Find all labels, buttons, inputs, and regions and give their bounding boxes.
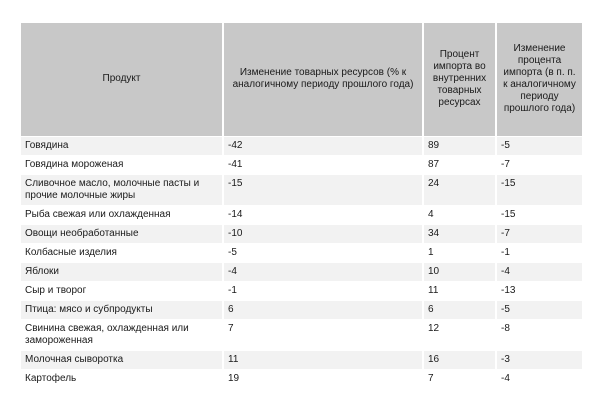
cell-product: Говядина xyxy=(21,136,223,155)
table-row xyxy=(21,319,582,350)
header-import-share-change: Изменение процента импорта (в п. п. к аналогичному периоду прошлого года) xyxy=(496,23,582,136)
table-row xyxy=(21,281,582,300)
cell-import-share: 87 xyxy=(423,155,496,174)
cell-import-share-change: -7 xyxy=(496,224,582,243)
cell-import-share-change: -5 xyxy=(496,136,582,155)
table-body xyxy=(21,136,582,388)
table-row xyxy=(21,136,582,155)
header-resource-change: Изменение товарных ресурсов (% к аналогичному периоду прошлого года) xyxy=(223,23,423,136)
table-row xyxy=(21,224,582,243)
cell-import-share-change: -4 xyxy=(496,369,582,388)
cell-import-share-change: -5 xyxy=(496,300,582,319)
cell-import-share: 12 xyxy=(423,319,496,350)
cell-import-share: 4 xyxy=(423,205,496,224)
table-header xyxy=(21,23,582,136)
cell-resource-change: -14 xyxy=(223,205,423,224)
table-row xyxy=(21,262,582,281)
header-row xyxy=(21,23,582,136)
table-row xyxy=(21,205,582,224)
cell-import-share: 89 xyxy=(423,136,496,155)
cell-product: Овощи необработанные xyxy=(21,224,223,243)
cell-product: Сыр и творог xyxy=(21,281,223,300)
cell-product: Рыба свежая или охлажденная xyxy=(21,205,223,224)
cell-resource-change: 6 xyxy=(223,300,423,319)
cell-import-share-change: -1 xyxy=(496,243,582,262)
table-row xyxy=(21,350,582,369)
cell-import-share-change: -8 xyxy=(496,319,582,350)
cell-product: Птица: мясо и субпродукты xyxy=(21,300,223,319)
cell-import-share: 10 xyxy=(423,262,496,281)
table-row xyxy=(21,174,582,205)
cell-import-share: 16 xyxy=(423,350,496,369)
cell-product: Яблоки xyxy=(21,262,223,281)
cell-product: Сливочное масло, молочные пасты и прочие молочные жиры xyxy=(21,174,223,205)
cell-product: Говядина мороженая xyxy=(21,155,223,174)
cell-resource-change: -4 xyxy=(223,262,423,281)
cell-product: Молочная сыворотка xyxy=(21,350,223,369)
cell-product: Картофель xyxy=(21,369,223,388)
header-import-share: Процент импорта во внутренних товарных ресурсах xyxy=(423,23,496,136)
cell-import-share: 24 xyxy=(423,174,496,205)
cell-import-share: 6 xyxy=(423,300,496,319)
cell-product: Свинина свежая, охлажденная или замороженная xyxy=(21,319,223,350)
header-product: Продукт xyxy=(21,23,223,136)
cell-import-share-change: -7 xyxy=(496,155,582,174)
import-statistics-table xyxy=(21,23,582,389)
cell-import-share-change: -15 xyxy=(496,205,582,224)
table-row xyxy=(21,300,582,319)
cell-resource-change: 7 xyxy=(223,319,423,350)
cell-resource-change: -42 xyxy=(223,136,423,155)
cell-resource-change: -1 xyxy=(223,281,423,300)
table-row xyxy=(21,369,582,388)
cell-resource-change: -15 xyxy=(223,174,423,205)
cell-resource-change: 19 xyxy=(223,369,423,388)
cell-import-share: 34 xyxy=(423,224,496,243)
cell-resource-change: -5 xyxy=(223,243,423,262)
table-row xyxy=(21,243,582,262)
cell-import-share: 1 xyxy=(423,243,496,262)
cell-product: Колбасные изделия xyxy=(21,243,223,262)
cell-resource-change: -10 xyxy=(223,224,423,243)
cell-import-share: 7 xyxy=(423,369,496,388)
cell-import-share: 11 xyxy=(423,281,496,300)
cell-import-share-change: -15 xyxy=(496,174,582,205)
cell-import-share-change: -4 xyxy=(496,262,582,281)
cell-import-share-change: -13 xyxy=(496,281,582,300)
table-row xyxy=(21,155,582,174)
cell-resource-change: -41 xyxy=(223,155,423,174)
cell-resource-change: 11 xyxy=(223,350,423,369)
cell-import-share-change: -3 xyxy=(496,350,582,369)
